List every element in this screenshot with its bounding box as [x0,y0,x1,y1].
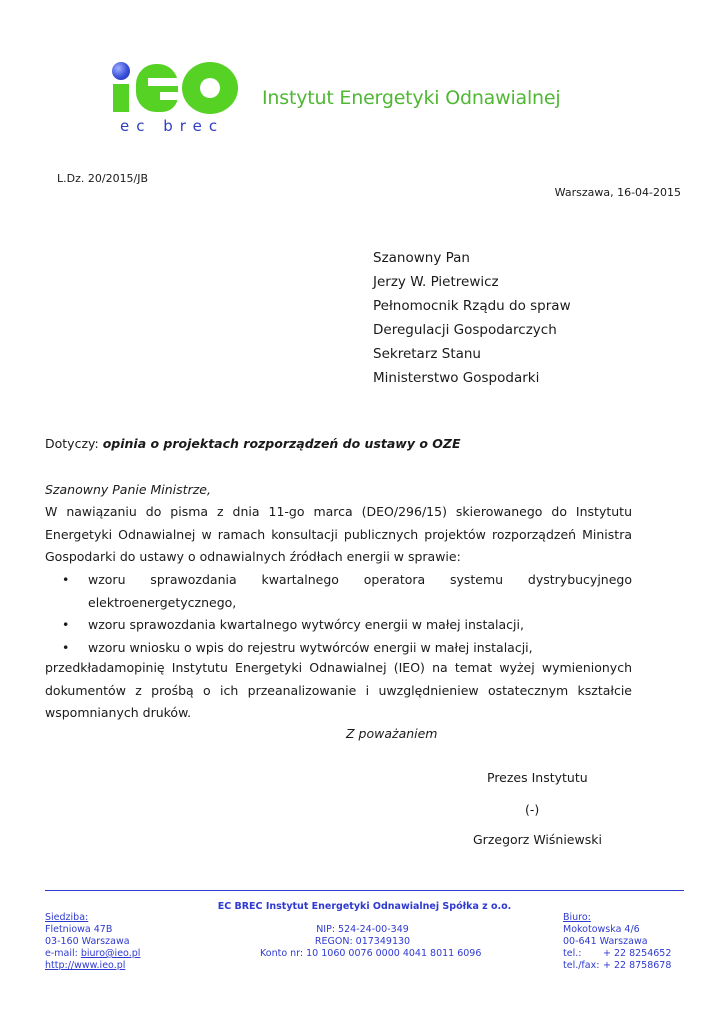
addressee-line: Jerzy W. Pietrewicz [373,274,499,290]
logo-subtitle: ec brec [120,117,225,135]
bullet-icon: • [62,617,70,632]
website-link[interactable]: http://www.ieo.pl [45,960,126,971]
addressee-line: Szanowny Pan [373,250,470,266]
subject-label: Dotyczy: [45,436,99,451]
office-city: 00-641 Warszawa [563,936,648,947]
signature-name: Grzegorz Wiśniewski [473,832,602,847]
signature-mark: (-) [525,802,540,817]
salutation: Szanowny Panie Ministrze, [45,482,211,497]
seat-email-row: e-mail: biuro@ieo.pl [45,948,141,959]
institute-name: Instytut Energetyki Odnawialnej [262,87,561,109]
seat-label: Siedziba: [45,912,89,923]
subject-text: opinia o projektach rozporządzeń do ustawy o OZE [102,436,461,451]
email-link[interactable]: biuro@ieo.pl [80,948,141,959]
addressee-line: Ministerstwo Gospodarki [373,370,540,386]
footer-registry [260,924,482,960]
subject-line [45,436,461,451]
addressee-line: Pełnomocnik Rządu do spraw [373,298,571,314]
addressee-line: Deregulacji Gospodarczych [373,322,557,338]
footer-company: EC BREC Instytut Energetyki Odnawialnej Spółka z o.o. [217,901,512,912]
addressee-line: Sekretarz Stanu [373,346,481,362]
list-item: • wzoru sprawozdania kwartalnego wytwórcy energii w małej instalacji, [62,614,632,637]
signature-title: Prezes Instytutu [487,770,588,785]
bullet-list [62,569,632,659]
seat-street: Fletniowa 47B [45,924,113,935]
office-street: Mokotowska 4/6 [563,924,640,935]
logo-dot-icon [112,62,130,80]
seat-city: 03-160 Warszawa [45,936,130,947]
office-fax: tel./fax: + 22 8758678 [563,960,672,971]
paragraph-intro: W nawiązaniu do pisma z dnia 11-go marca (DEO/296/15) skierowanego do Instytutu Energetyki Odnawialnej w ramach konsultacji publicznych projektów rozporządzeń Ministra Gospodarki do ustawy o odnawialnych źródłach energii w sprawie: [45,504,632,564]
bullet-icon: • [62,639,70,655]
regon: REGON: 017349130 [314,936,411,947]
bullet-icon: • [62,572,70,587]
ieo-logo [108,56,248,136]
reference-number: L.Dz. 20/2015/JB [57,172,149,185]
date-line: Warszawa, 16-04-2015 [554,186,681,199]
list-item: • wzoru sprawozdania kwartalnego operatora systemu dystrybucyjnego elektroenergetycznego, [62,569,632,614]
footer-seat [45,912,140,972]
list-item: • wzoru wniosku o wpis do rejestru wytwórców energii w małej instalacji, [62,637,632,660]
footer-divider [45,890,684,891]
addressee-block [373,246,571,390]
footer-office [563,912,671,972]
paragraph-closing: przedkładamopinię Instytutu Energetyki Odnawialnej (IEO) na temat wyżej wymienionych dokumentów z prośbą o ich przeanalizowanie i uwzględnieniew ostatecznym kształcie wspomnianych druków. [45,660,632,720]
closing-phrase: Z poważaniem [346,726,438,741]
office-tel: tel.: + 22 8254652 [563,948,672,959]
nip: NIP: 524-24-00-349 [316,924,409,935]
bank-account: Konto nr: 10 1060 0076 0000 4041 8011 6096 [260,948,482,959]
office-label: Biuro: [563,912,591,923]
